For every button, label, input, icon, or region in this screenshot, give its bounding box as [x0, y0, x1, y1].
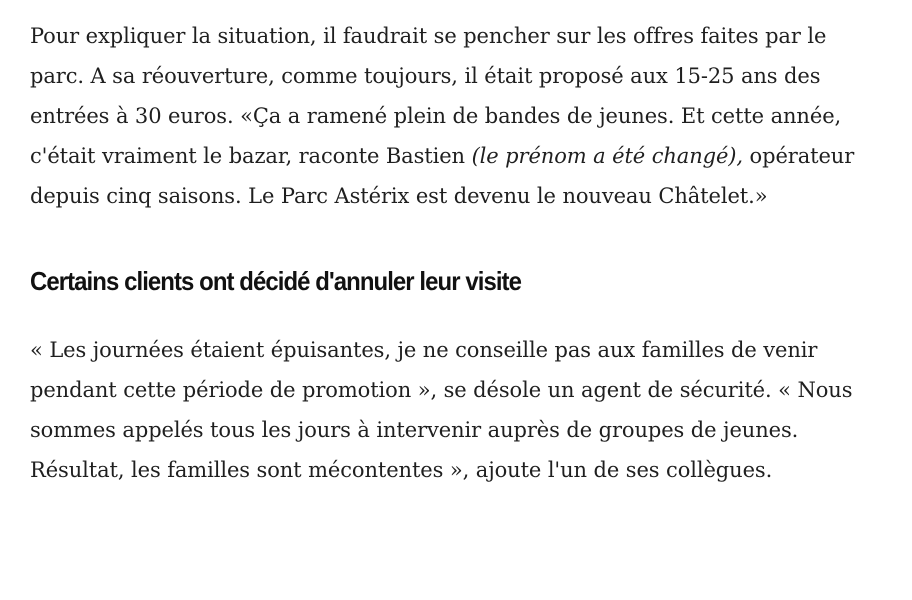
paragraph-1-text-after: opérateur depuis cinq saisons. Le Parc Astérix est devenu le nouveau Châtelet.»	[30, 144, 855, 208]
section-heading: Certains clients ont décidé d'annuler leur visite	[30, 266, 521, 296]
article-paragraph-2: « Les journées étaient épuisantes, je ne conseille pas aux familles de venir pendant cette période de promotion », se désole un agent de sécurité. « Nous sommes appelés tous les jours à intervenir auprès de groupes de jeunes. Résultat, les familles sont mécontentes », ajoute l'un de ses collègues.	[30, 338, 853, 482]
paragraph-1-text-before: Pour expliquer la situation, il faudrait se pencher sur les offres faites par le parc. A sa réouverture, comme toujours, il était proposé aux 15-25 ans des entrées à 30 euros. «Ça a ramené plein de bandes de jeunes. Et cette année, c'était vraiment le bazar, raconte Bastien	[30, 24, 842, 168]
paragraph-1-italic-note: (le prénom a été changé),	[471, 144, 743, 168]
article-paragraph-1	[30, 16, 880, 216]
article-body	[30, 16, 880, 490]
